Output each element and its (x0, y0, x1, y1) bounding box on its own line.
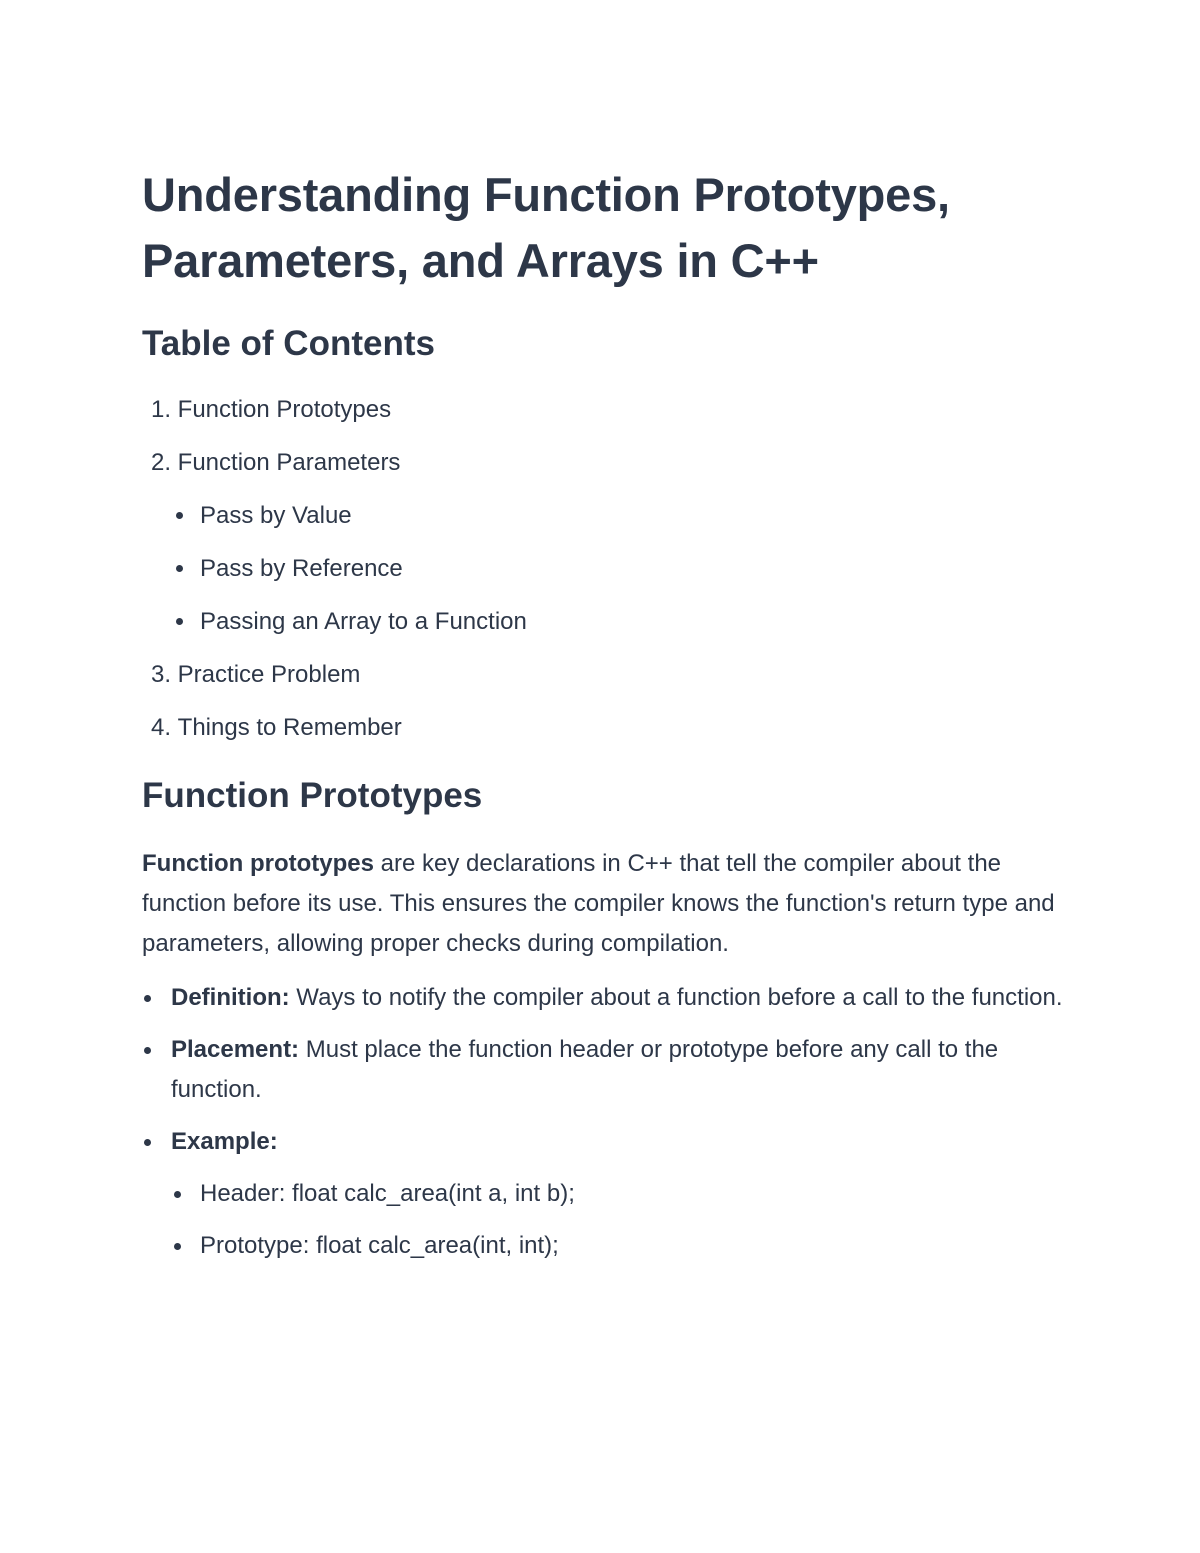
point-text: Ways to notify the compiler about a function before a call to the function. (289, 984, 1063, 1011)
toc-item-number: 4. (150, 714, 171, 741)
toc-item-number: 2. (150, 449, 171, 476)
example-item-header (171, 1174, 1072, 1214)
bullet-icon (144, 1047, 151, 1054)
intro-text: are key declarations in C++ that tell the compiler about the function before its use. This ensures the compiler knows the function's return type and parameters, allowing proper checks during compilation. (142, 850, 1055, 957)
toc-item-label: Practice Problem (177, 661, 361, 688)
toc-subitem-label: Passing an Array to a Function (200, 608, 527, 635)
key-points-list (142, 978, 1072, 1266)
section-heading-function-prototypes: Function Prototypes (142, 776, 483, 815)
point-example (142, 1122, 1072, 1266)
toc-heading: Table of Contents (142, 324, 435, 363)
document-title: Understanding Function Prototypes, Parameters, and Arrays in C++ (142, 168, 950, 287)
toc-item-function-parameters[interactable] (142, 446, 1072, 638)
bullet-icon (144, 1139, 151, 1146)
toc-subitem-pass-by-reference[interactable] (142, 552, 1072, 585)
point-text: Must place the function header or prototype before any call to the function. (171, 1036, 999, 1103)
example-text: Header: float calc_area(int a, int b); (200, 1180, 575, 1207)
point-label: Example: (171, 1128, 278, 1155)
toc-item-number: 1. (150, 396, 171, 423)
toc-item-function-prototypes[interactable] (142, 393, 1072, 426)
example-text: Prototype: float calc_area(int, int); (200, 1232, 559, 1259)
toc-subitem-passing-array[interactable] (142, 605, 1072, 638)
toc-item-number: 3. (150, 661, 171, 688)
toc-subitem-label: Pass by Reference (200, 555, 403, 582)
intro-paragraph (142, 844, 1072, 964)
example-list (171, 1174, 1072, 1266)
bullet-icon (144, 995, 151, 1002)
point-definition (142, 978, 1072, 1018)
point-label: Placement: (171, 1036, 300, 1063)
toc-sublist (142, 499, 1072, 638)
toc-subitem-label: Pass by Value (200, 502, 352, 529)
bullet-icon (176, 512, 183, 519)
point-label: Definition: (171, 984, 290, 1011)
toc-item-label: Function Prototypes (177, 396, 392, 423)
document-content (142, 162, 1072, 1278)
toc-item-things-to-remember[interactable] (142, 711, 1072, 744)
toc-item-practice-problem[interactable] (142, 658, 1072, 691)
bullet-icon (176, 565, 183, 572)
intro-bold-term: Function prototypes (142, 850, 374, 877)
point-placement (142, 1030, 1072, 1110)
toc-subitem-pass-by-value[interactable] (142, 499, 1072, 532)
bullet-icon (174, 1243, 181, 1250)
toc-item-label: Things to Remember (177, 714, 402, 741)
toc-item-label: Function Parameters (177, 449, 401, 476)
bullet-icon (174, 1191, 181, 1198)
table-of-contents (142, 393, 1072, 744)
bullet-icon (176, 618, 183, 625)
example-item-prototype (171, 1226, 1072, 1266)
